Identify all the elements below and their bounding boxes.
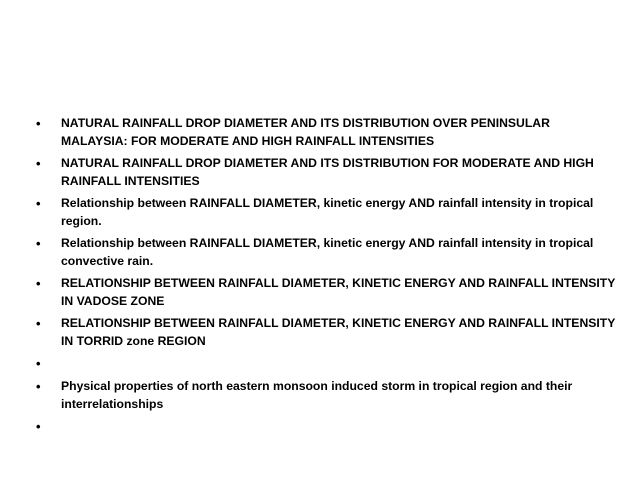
- bullet-text: Physical properties of north eastern monsoon induced storm in tropical region and their interrelationships: [61, 379, 573, 411]
- bullet-list: [36, 115, 616, 441]
- bullet-icon: •: [36, 379, 41, 394]
- bullet-icon: •: [36, 419, 41, 434]
- bullet-text: Relationship between RAINFALL DIAMETER, kinetic energy AND rainfall intensity in tropical region.: [61, 196, 594, 228]
- bullet-item: [36, 195, 616, 230]
- bullet-icon: •: [36, 316, 41, 331]
- bullet-icon: •: [36, 156, 41, 171]
- bullet-icon: •: [36, 356, 41, 371]
- bullet-icon: •: [36, 236, 41, 251]
- bullet-item-empty: [36, 418, 616, 436]
- bullet-text: RELATIONSHIP BETWEEN RAINFALL DIAMETER, KINETIC ENERGY AND RAINFALL INTENSITY IN TORRID zone REGION: [61, 316, 616, 348]
- bullet-item: [36, 378, 616, 413]
- bullet-icon: •: [36, 196, 41, 211]
- bullet-text: RELATIONSHIP BETWEEN RAINFALL DIAMETER, KINETIC ENERGY AND RAINFALL INTENSITY IN VADOSE ZONE: [61, 276, 616, 308]
- bullet-text: Relationship between RAINFALL DIAMETER, kinetic energy AND rainfall intensity in tropical convective rain.: [61, 236, 594, 268]
- bullet-item-empty: [36, 355, 616, 373]
- bullet-icon: •: [36, 116, 41, 131]
- bullet-item: [36, 315, 616, 350]
- bullet-item: [36, 275, 616, 310]
- bullet-item: [36, 115, 616, 150]
- bullet-text: NATURAL RAINFALL DROP DIAMETER AND ITS DISTRIBUTION FOR MODERATE AND HIGH RAINFALL INTENSITIES: [61, 156, 594, 188]
- bullet-icon: •: [36, 276, 41, 291]
- bullet-text: NATURAL RAINFALL DROP DIAMETER AND ITS DISTRIBUTION OVER PENINSULAR MALAYSIA: FOR MODERATE AND HIGH RAINFALL INTENSITIES: [61, 116, 550, 148]
- bullet-item: [36, 235, 616, 270]
- bullet-item: [36, 155, 616, 190]
